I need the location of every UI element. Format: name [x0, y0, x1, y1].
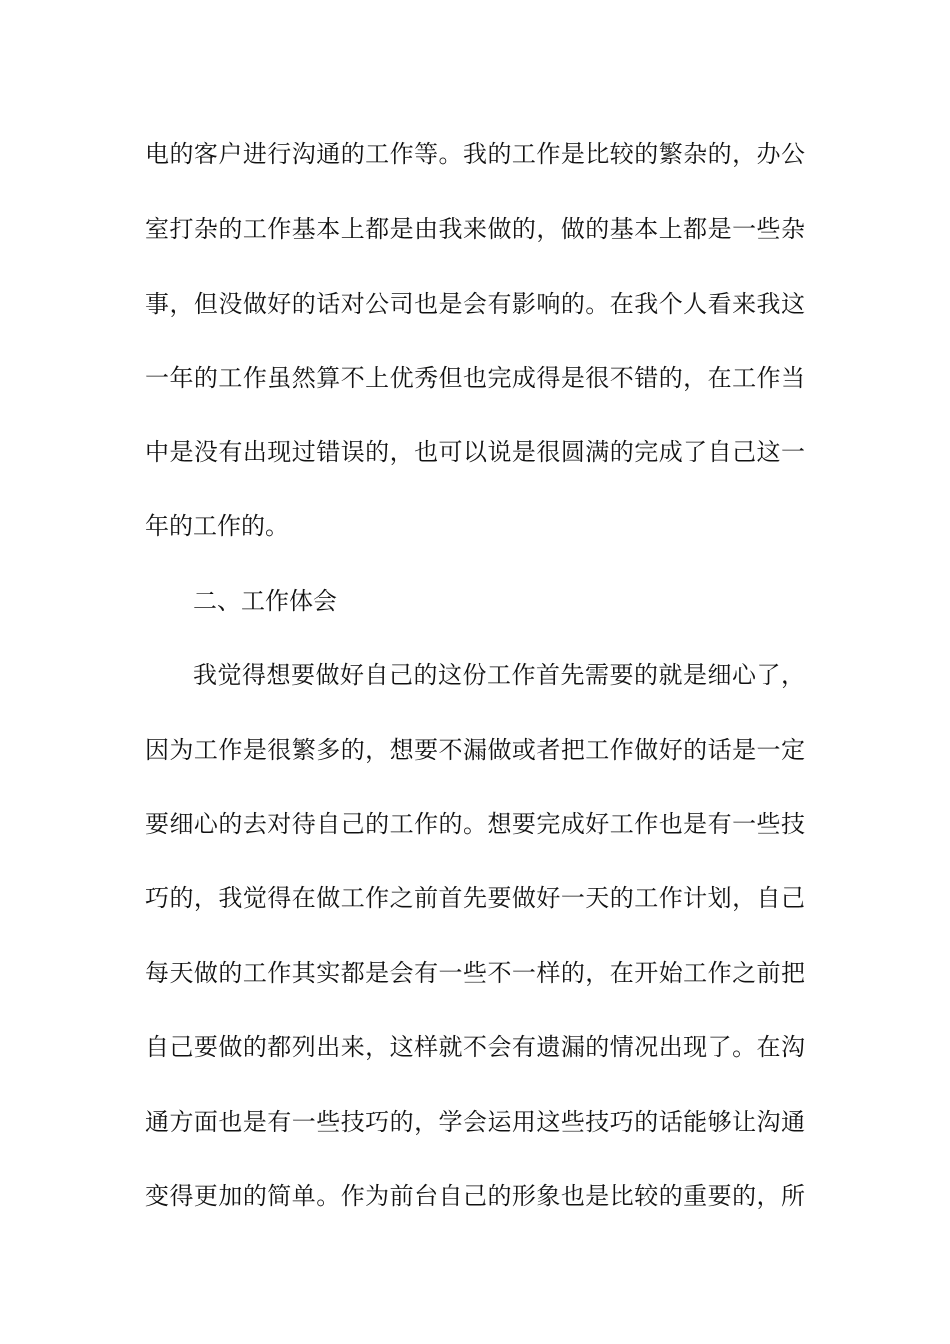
paragraph-2-line-5: 每天做的工作其实都是会有一些不一样的，在开始工作之前把: [145, 959, 805, 987]
paragraph-1-line-2: 室打杂的工作基本上都是由我来做的，做的基本上都是一些杂: [145, 215, 805, 243]
paragraph-2-line-4: 巧的，我觉得在做工作之前首先要做好一天的工作计划，自己: [145, 884, 805, 912]
paragraph-1-line-1: 电的客户进行沟通的工作等。我的工作是比较的繁杂的，办公: [145, 140, 805, 168]
paragraph-2-line-6: 自己要做的都列出来，这样就不会有遗漏的情况出现了。在沟: [145, 1033, 805, 1061]
paragraph-2-line-3: 要细心的去对待自己的工作的。想要完成好工作也是有一些技: [145, 810, 805, 838]
paragraph-2-line-7: 通方面也是有一些技巧的，学会运用这些技巧的话能够让沟通: [145, 1108, 805, 1136]
paragraph-1-line-4: 一年的工作虽然算不上优秀但也完成得是很不错的，在工作当: [145, 364, 805, 392]
paragraph-2-line-1: 我觉得想要做好自己的这份工作首先需要的就是细心了，: [193, 661, 805, 689]
paragraph-1-line-6: 年的工作的。: [145, 512, 289, 540]
paragraph-1-line-3: 事，但没做好的话对公司也是会有影响的。在我个人看来我这: [145, 290, 805, 318]
paragraph-2-line-8: 变得更加的简单。作为前台自己的形象也是比较的重要的，所: [145, 1182, 805, 1210]
paragraph-2-line-2: 因为工作是很繁多的，想要不漏做或者把工作做好的话是一定: [145, 736, 805, 764]
paragraph-1-line-5: 中是没有出现过错误的，也可以说是很圆满的完成了自己这一: [145, 438, 805, 466]
section-heading: 二、工作体会: [193, 587, 337, 615]
